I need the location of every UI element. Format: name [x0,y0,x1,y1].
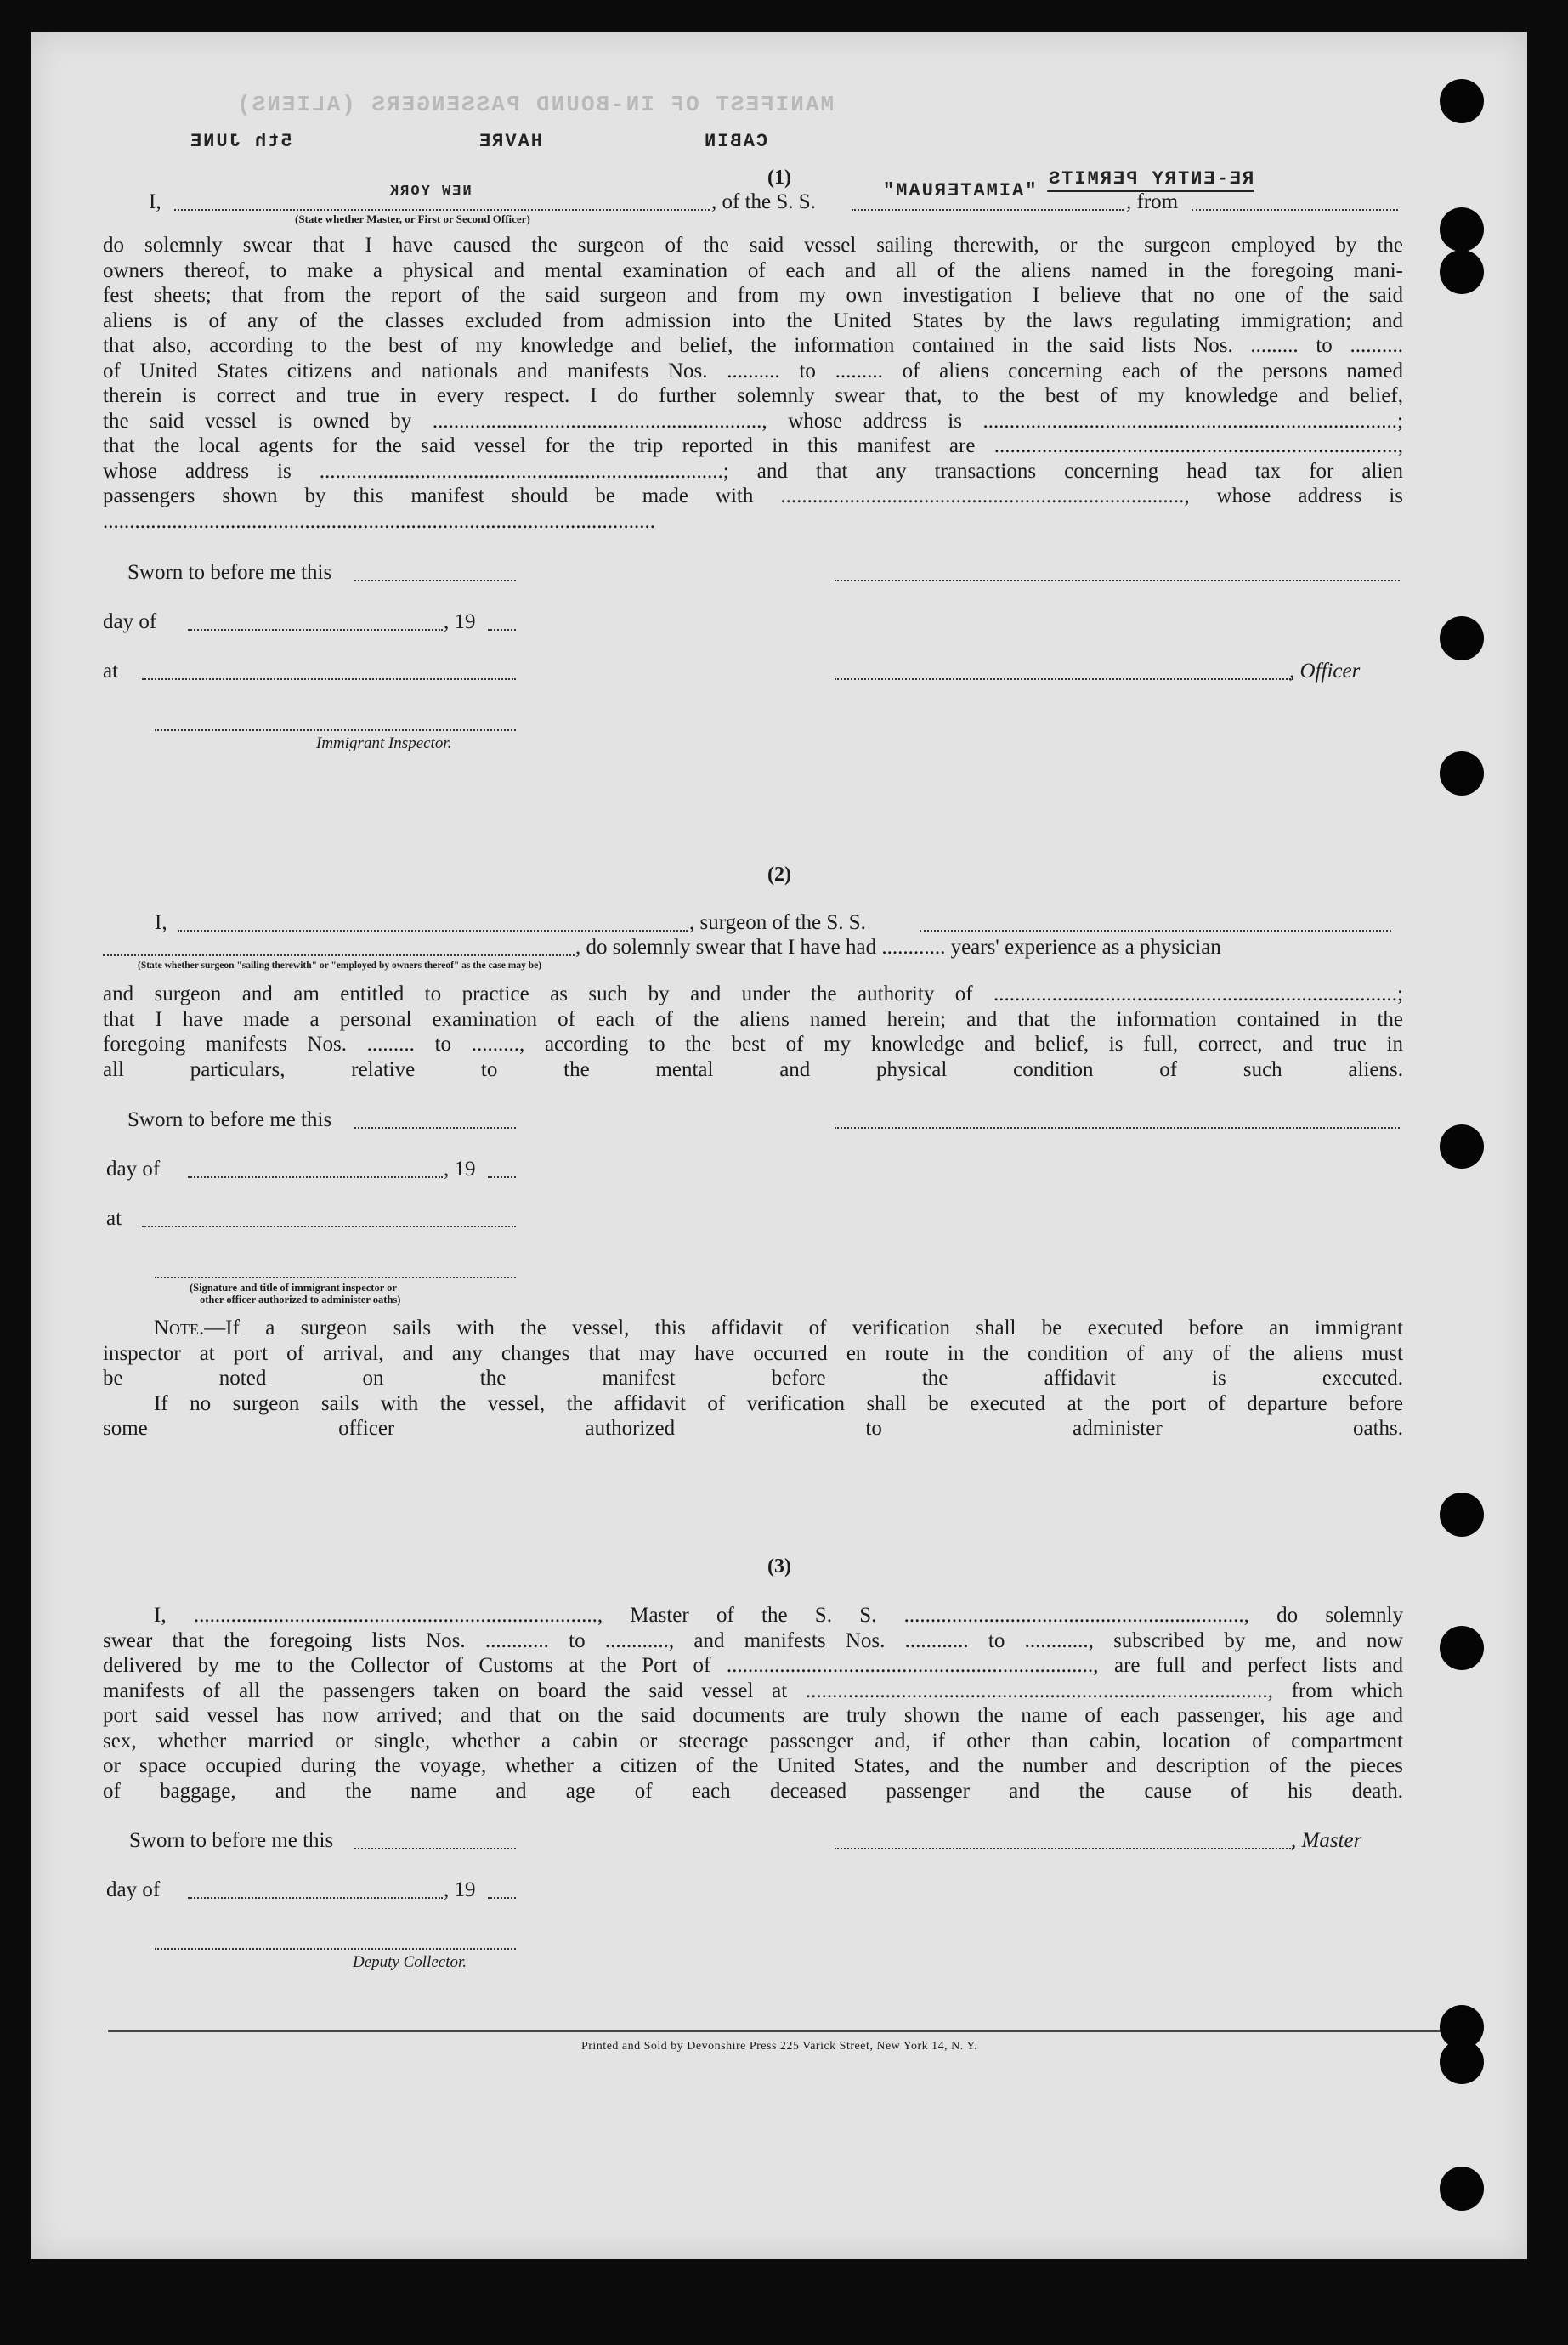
section-1-caption: (State whether Master, or First or Second Officer) [295,212,530,225]
from-label: , from [1126,190,1179,213]
s2-sworn-blank[interactable] [354,1127,516,1129]
footer-rule [108,2030,1459,2032]
s1-year-label: , 19 [444,610,476,633]
s2-surgeon-signature[interactable] [835,1127,1400,1129]
punch-hole-5 [1440,751,1484,796]
s3-day-of-label: day of [106,1878,161,1901]
s1-at-label: at [103,660,119,683]
punch-hole-8 [1440,1626,1484,1670]
s2-sworn-label: Sworn to before me this [127,1108,332,1131]
section-2-number: (2) [767,864,791,886]
stamp-vessel-name: "AIMATERUAM" [881,180,1037,201]
section-2-lead-i: I, [155,911,167,934]
surgeon-name-blank[interactable] [178,930,688,932]
master-name-blank[interactable] [174,209,710,211]
section-2-note: Note.—If a surgeon sails with the vessel, this affidavit of verification shall be executed before an immigrant inspector at port of arrival, and any changes that may have occurred en route in the condition of any of the aliens must be noted on the manifest before the affidavit is executed. If no surgeon sails with the vessel, the affidavit of verification shall be executed at the port of departure before some officer authorized to administer oaths. [103,1317,1403,1440]
punch-hole-11 [1440,2167,1484,2211]
s1-inspector-caption: Immigrant Inspector. [316,734,452,752]
s2-year-blank[interactable] [488,1176,516,1178]
s2-day-of-label: day of [106,1158,161,1181]
punch-hole-2 [1440,207,1484,252]
s2-day-blank[interactable] [188,1176,443,1178]
section-1-lead-i: I, [149,190,161,213]
of-ss-label: , of the S. S. [711,190,816,213]
punch-hole-4 [1440,616,1484,660]
section-2-body: and surgeon and am entitled to practice as such by and under the authority of ............................................................................; that I have made a personal examination of each of the aliens named herein; and that the information contained in the foregoing manifests Nos. ......... to ........., according to the best of my knowledge and belief, is full, correct, and true in all particulars, relative to the mental and physical condition of such aliens. [103,983,1403,1081]
s3-sworn-label: Sworn to before me this [129,1829,334,1852]
section-1-body: do solemnly swear that I have caused the surgeon of the said vessel sailing therewith, or the surgeon employed by the owners thereof, to make a physical and mental examination of each and all of the aliens named in the foregoing mani- fest sheets; that from the report of the said surgeon and from my own investigation I believe that no one of the said aliens is of any of the classes excluded from admission into the United States by the laws regulating immigration; and that also, according to the best of my knowledge and belief, the information contained in the said lists Nos. ......... to .......... of United States citizens and nationals and manifests Nos. .......... to ......... of aliens concerning each of the persons named therein is correct and true in every respect. I do further solemnly swear that, to the best of my knowledge and belief, the said vessel is owned by .............................................................., whose address is ..............................................................................; that the local agents for the said vessel for the trip reported in this manifest are ............................................................................, whose address is ............................................................................; and that any transactions concerning head tax for alien passengers shown by this manifest should be made with ............................................................................, whose address is ........................................................................................................ [103,234,1403,533]
section-2-caption: (State whether surgeon "sailing therewith" or "employed by owners thereof" as the case may be) [138,960,542,971]
s2-sig-caption-2: other officer authorized to administer oaths) [200,1294,401,1306]
s2-at-label: at [106,1207,122,1230]
punch-hole-7 [1440,1493,1484,1537]
s1-officer-signature[interactable] [835,580,1400,581]
s3-master-signature[interactable] [835,1848,1293,1849]
s1-day-of-label: day of [103,610,157,633]
s1-year-blank[interactable] [488,629,516,631]
s1-officer-blank[interactable] [835,678,1293,680]
note-label: Note. [154,1317,205,1340]
s2-line2: , do solemnly swear that I have had ............ years' experience as a physician [575,936,1221,959]
stamp-class: CABIN [703,131,768,152]
stamp-arrival-port: NEW YORK [388,184,472,200]
s1-at-blank[interactable] [142,678,516,680]
s2-year-label: , 19 [444,1158,476,1181]
punch-hole-3 [1440,250,1484,294]
s1-officer-label: , Officer [1289,660,1361,683]
stamp-port-from: HAVRE [478,131,543,152]
surgeon-of-label: , surgeon of the S. S. [689,911,866,934]
punch-hole-10 [1440,2040,1484,2084]
section-3-number: (3) [767,1555,791,1577]
s3-master-label: , Master [1291,1829,1362,1852]
printer-credit: Printed and Sold by Devonshire Press 225 Varick Street, New York 14, N. Y. [580,2040,978,2053]
s3-year-blank[interactable] [488,1897,516,1899]
s3-collector-signature[interactable] [155,1948,516,1950]
s1-sworn-blank[interactable] [354,580,516,581]
form-page [31,32,1527,2259]
s2-at-blank[interactable] [142,1226,516,1227]
s3-sworn-blank[interactable] [354,1848,516,1849]
s3-collector-caption: Deputy Collector. [353,1953,467,1971]
punch-hole-1 [1440,79,1484,123]
section-1-number: (1) [767,167,791,189]
vessel-blank-1[interactable] [852,209,1124,211]
stamp-date-sailed: 5th JUNE [189,131,292,152]
s2-surgeon-type-blank[interactable] [103,954,575,956]
faint-header-bleed: MANIFEST OF IN-BOUND PASSENGERS (ALIENS) [235,92,835,117]
s2-sig-caption-1: (Signature and title of immigrant inspector or [190,1282,397,1294]
from-blank[interactable] [1192,209,1398,211]
s1-day-blank[interactable] [188,629,443,631]
s1-sworn-label: Sworn to before me this [127,561,332,584]
s3-year-label: , 19 [444,1878,476,1901]
s2-officer-signature[interactable] [155,1277,516,1278]
s3-day-blank[interactable] [188,1897,443,1899]
s2-vessel-blank[interactable] [920,930,1391,932]
stamp-re-entry: RE-ENTRY PERMITS [1047,168,1254,192]
punch-hole-6 [1440,1124,1484,1169]
section-3-body: I, ............................................................................, Master of the S. S. ................................................................, do solemnly swear that the foregoing lists Nos. ............ to ............, and manifests Nos. ............ to ............, subscribed by me, and now delivered by me to the Collector of Customs at the Port of ....................................................................., are full and perfect lists and manifests of all the passengers taken on board the said vessel at ......................................................................................., from which port said vessel has now arrived; and that on the said documents are truly shown the name of each passenger, his age and sex, whether married or single, whether a cabin or steerage passenger and, if other than cabin, location of compartment or space occupied during the voyage, whether a citizen of the United States, and the number and description of the pieces of baggage, and the name and age of each deceased passenger and the cause of his death. [103,1604,1403,1803]
s1-inspector-signature[interactable] [155,729,516,731]
